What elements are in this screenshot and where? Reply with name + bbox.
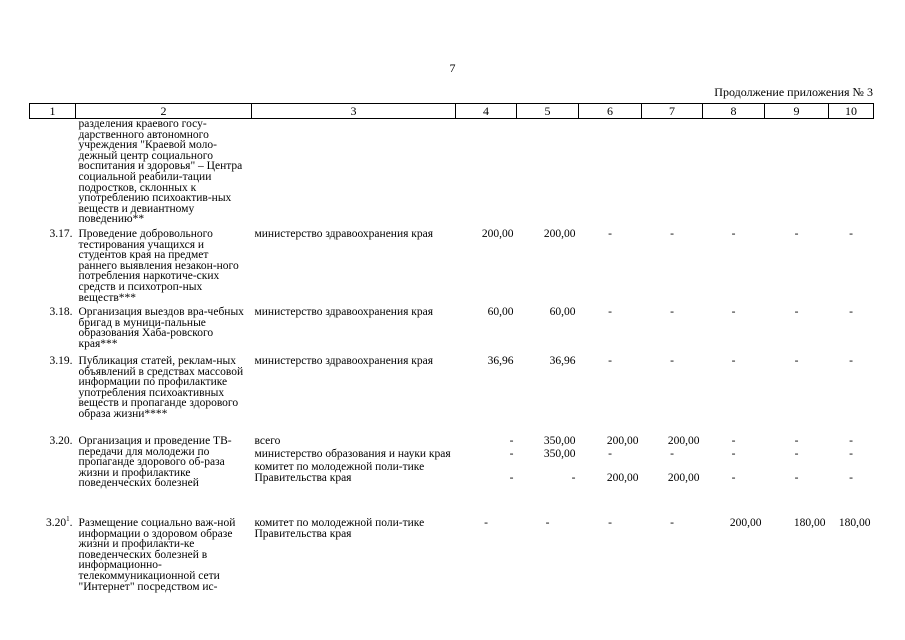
value-total: - [849,435,853,447]
description-cell: Размещение социально важ-ной информации о здоровом образе жизни и профилакти-ке поведенческих болезней в информационно-телекоммуникационной сети "Интернет" посредством ис- [78,517,236,593]
description-cell: Организация и проведение ТВ-передачи для молодежи по пропаганде здорового об-раза жизни и профилактике поведенческих болезней [78,435,232,490]
value-cell: - [849,306,853,318]
row-number: 3.19. [49,355,73,367]
value-total: - [794,435,799,447]
value-line-3: - [731,472,736,485]
value-cell: - [731,355,736,367]
row-number: 3.20. [49,435,73,447]
value-total: - [509,435,514,447]
value-cell: - [670,517,674,529]
value-line-2: - [794,447,799,460]
executor-cell: министерство здравоохранения края [254,306,434,318]
row-number-superscript: 1 [66,515,70,524]
value-total: 350,00 [543,435,576,447]
value-cell [703,436,765,518]
value-line-3: - [794,472,799,485]
value-line-2: - [849,447,853,460]
value-line-2: - [509,447,514,460]
value-cell: 36,96 [549,355,576,367]
value-cell: - [670,228,674,240]
description-cell: разделения краевого госу-дарственного автономного учреждения "Краевой моло-дежный центр социального воспитания и здоровья" – Центра социальной реабили-тации подростков, склонных к употреблению психоактив-ных веществ и девиантному поведению** [78,118,243,226]
value-cell [456,436,517,518]
executor-cell: комитет по молодежной поли-тике Правительства края [254,517,425,540]
value-cell: 36,96 [487,355,514,367]
value-cell: 60,00 [549,306,576,318]
value-cell [579,436,642,518]
value-cell: - [794,355,799,367]
value-line-3: 200,00 [667,472,700,485]
col-header-5: 5 [517,104,579,119]
continuation-title: Продолжение приложения № 3 [714,85,873,99]
value-cell: 200,00 [481,228,514,240]
table-row [30,356,874,436]
executor-cell [252,436,456,518]
table-row [30,229,874,307]
value-cell: - [670,306,674,318]
col-header-6: 6 [579,104,642,119]
value-cell [829,436,874,518]
value-line-2: - [731,447,736,460]
value-line-2: 350,00 [543,447,576,460]
row-number: 3.17. [49,228,73,240]
value-cell: - [794,306,799,318]
value-total: 200,00 [667,435,700,447]
program-table [29,103,874,598]
value-line-2: - [608,447,612,460]
value-cell: - [608,517,612,529]
executor-youth-committee: комитет по молодежной поли-тике Правительства края [254,461,425,484]
col-header-4: 4 [456,104,517,119]
value-cell: - [608,228,612,240]
value-line-3: - [571,472,576,485]
table-row [30,307,874,356]
value-cell [765,436,829,518]
value-cell: 200,00 [729,517,762,529]
value-cell: - [670,355,674,367]
description-cell: Организация выездов вра-чебных бригад в муници-пальные образования Хаба-ровского края*** [78,306,244,350]
value-cell: - [608,355,612,367]
value-cell: - [849,228,853,240]
executor-cell: министерство здравоохранения края [254,228,434,240]
value-line-3: 200,00 [606,472,639,485]
table-row [30,436,874,518]
col-header-10: 10 [829,104,874,119]
value-total: - [731,435,736,447]
table-row-continued [30,119,874,230]
table-row [30,518,874,598]
col-header-1: 1 [30,104,76,119]
header-row [30,104,874,119]
value-cell: - [731,228,736,240]
value-total: 200,00 [606,435,639,447]
value-cell: - [794,228,799,240]
col-header-3: 3 [252,104,456,119]
col-header-8: 8 [703,104,765,119]
value-cell: 200,00 [543,228,576,240]
page-number: 7 [449,61,456,75]
value-cell [642,436,703,518]
value-cell: - [545,517,550,529]
value-cell: - [849,355,853,367]
value-cell [517,436,579,518]
value-cell: 180,00 [793,517,826,529]
value-line-3: - [509,472,514,485]
value-cell: - [731,306,736,318]
col-header-2: 2 [76,104,252,119]
value-cell: 60,00 [487,306,514,318]
col-header-9: 9 [765,104,829,119]
col-header-7: 7 [642,104,703,119]
executor-total: всего [254,435,281,447]
value-line-3: - [849,472,853,485]
value-line-2: - [670,447,674,460]
value-cell: - [484,517,488,529]
description-cell: Публикация статей, реклам-ных объявлений в средствах массовой информации по профилактике употребления психоактивных веществ и пропаганде здорового образа жизни**** [78,355,244,420]
row-number: 3.18. [49,306,73,318]
value-cell: 180,00 [838,517,871,529]
executor-cell: министерство здравоохранения края [254,355,434,367]
row-number: 3.20$^1$. [46,515,73,529]
description-cell: Проведение добровольного тестирования учащихся и студентов края на предмет раннего выявления незакон-ного потребления наркотиче-ских средств и психотроп-ных веществ*** [78,228,239,304]
value-cell: - [608,306,612,318]
executor-ministry-education: министерство образования и науки края [254,447,451,460]
